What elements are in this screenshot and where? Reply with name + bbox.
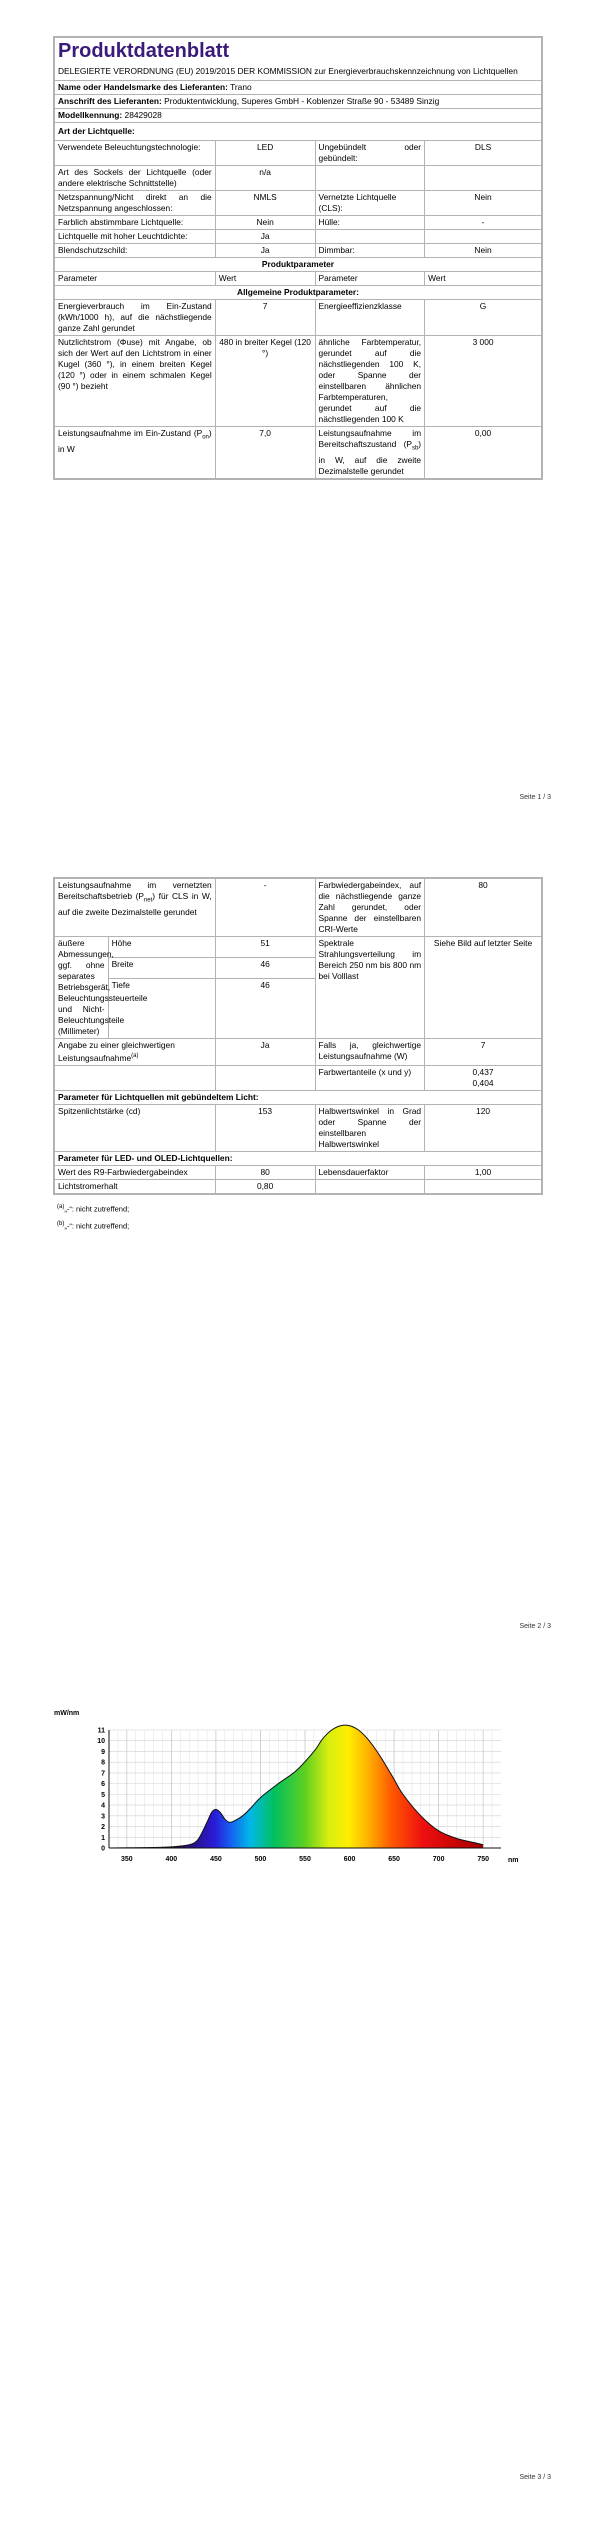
footnote-mark: (a): [57, 1204, 65, 1210]
y-tick-label: 2: [101, 1824, 105, 1832]
label-text: Leistungsaufnahme im Ein-Zustand (P: [58, 428, 203, 438]
row-label: Netzspannung/Nicht direkt an die Netzspannung angeschlossen:: [55, 191, 216, 216]
y-tick-label: 10: [97, 1738, 105, 1746]
row-value: n/a: [215, 166, 315, 191]
x-tick-label: 400: [165, 1856, 178, 1863]
row-label: Farbwiedergabeindex, auf die nächstliegende ganze Zahl gerundet, oder Spanne der einstellbaren CRI-Werte: [315, 879, 425, 937]
row-value: Ja: [215, 230, 315, 244]
footnote: [57, 1217, 129, 1234]
led-heading: Parameter für LED- und OLED-Lichtquellen:: [55, 1151, 542, 1165]
row-value: 80: [215, 1165, 315, 1179]
row-value: 7: [425, 1039, 542, 1066]
dimension-name: Tiefe: [108, 979, 215, 1039]
footnote-mark: (b): [57, 1220, 65, 1227]
table-row: [55, 230, 542, 244]
value-header: Wert: [425, 272, 542, 286]
value-header: Wert: [215, 272, 315, 286]
row-value: 0,00: [425, 427, 542, 479]
page-footer: Seite 1 / 3: [519, 794, 551, 801]
table-row: [55, 216, 542, 230]
row-value: [425, 1179, 542, 1193]
row-label: Spitzenlichtstärke (cd): [55, 1104, 216, 1151]
row-label: Farbwertanteile (x und y): [315, 1065, 425, 1090]
row-label: [315, 427, 425, 479]
spd-value: Siehe Bild auf letzter Seite: [425, 937, 542, 1039]
row-label: Halbwertswinkel in Grad oder Spanne der einstellbaren Halbwertswinkel: [315, 1104, 425, 1151]
x-axis-label: nm: [508, 1857, 519, 1864]
product-params-heading: Produktparameter: [55, 258, 542, 272]
row-label: Lichtstromerhalt: [55, 1179, 216, 1193]
empty-cell: [215, 1065, 315, 1090]
row-value: 7,0: [215, 427, 315, 479]
label-tail: ) in W: [58, 428, 212, 454]
table-row: [55, 1179, 542, 1193]
row-value: DLS: [425, 141, 542, 166]
row-value: 480 in breiter Kegel (120 °): [215, 336, 315, 427]
row-label: [55, 1039, 216, 1066]
directional-heading: Parameter für Lichtquellen mit gebündeltem Licht:: [55, 1090, 542, 1104]
page-3: [0, 1682, 595, 2523]
dimension-value: 46: [215, 979, 315, 1039]
label-sub: net: [143, 897, 153, 904]
row-label: Lebensdauerfaktor: [315, 1165, 425, 1179]
page-1: [0, 0, 595, 841]
row-value: Nein: [425, 191, 542, 216]
x-tick-label: 500: [254, 1856, 267, 1863]
param-header: Parameter: [55, 272, 216, 286]
param-header-row: [55, 272, 542, 286]
label-sub: sb: [411, 445, 419, 452]
y-tick-label: 7: [101, 1770, 105, 1778]
dimension-name: Höhe: [108, 937, 215, 958]
row-value: 153: [215, 1104, 315, 1151]
chroma-y: 0,404: [472, 1077, 494, 1088]
row-label: [315, 230, 425, 244]
row-label: [315, 166, 425, 191]
label-tail: ) für CLS in W, auf die zweite Dezimalstelle gerundet: [58, 891, 212, 917]
row-value: -: [425, 216, 542, 230]
table-row: [55, 244, 542, 258]
datasheet-table-page2: [53, 877, 543, 1195]
footnote: [57, 1200, 129, 1217]
label-sub: on: [202, 434, 209, 441]
label-text: Angabe zu einer gleichwertigen Leistungsaufnahme: [58, 1040, 175, 1063]
row-value: 7: [215, 300, 315, 336]
x-tick-label: 750: [477, 1856, 490, 1863]
row-label: Verwendete Beleuchtungstechnologie:: [55, 141, 216, 166]
row-label: Farblich abstimmbare Lichtquelle:: [55, 216, 216, 230]
table-row: [55, 166, 542, 191]
regulation-text: DELEGIERTE VERORDNUNG (EU) 2019/2015 DER KOMMISSION zur Energieverbrauchskennzeichnung von Lichtquellen: [58, 66, 518, 76]
y-tick-label: 9: [101, 1748, 105, 1756]
row-label: Energieeffizienzklasse: [315, 300, 425, 336]
label-text: Leistungsaufnahme im vernetzten Bereitschaftsbetrieb (P: [58, 880, 212, 901]
row-label: Art des Sockels der Lichtquelle (oder andere elektrische Schnittstelle): [55, 166, 216, 191]
row-value: NMLS: [215, 191, 315, 216]
x-tick-label: 650: [388, 1856, 400, 1863]
y-tick-label: 8: [101, 1759, 105, 1767]
y-tick-label: 3: [101, 1813, 105, 1821]
row-value: [425, 166, 542, 191]
label-text: Leistungsaufnahme im Bereitschaftszustand (P: [318, 428, 422, 449]
row-value: [425, 230, 542, 244]
supplier-address-label: Anschrift des Lieferanten:: [58, 96, 162, 106]
dimension-value: 51: [215, 937, 315, 958]
row-label: Vernetzte Lichtquelle (CLS):: [315, 191, 425, 216]
param-header: Parameter: [315, 272, 425, 286]
row-label: Ungebündelt oder gebündelt:: [315, 141, 425, 166]
row-label: Wert des R9-Farbwiedergabeindex: [55, 1165, 216, 1179]
x-tick-label: 700: [432, 1856, 445, 1863]
row-label: [55, 879, 216, 937]
row-value: Ja: [215, 244, 315, 258]
page-footer: Seite 2 / 3: [519, 1623, 551, 1630]
label-tail: ) in W, auf die zweite Dezimalstelle gerundet: [318, 439, 422, 476]
row-label: Energieverbrauch im Ein-Zustand (kWh/1000 h), auf die nächstliegende ganze Zahl gerundet: [55, 300, 216, 336]
y-tick-label: 4: [101, 1802, 105, 1810]
page-title: Produktdatenblatt: [58, 40, 230, 62]
light-source-type-heading: Art der Lichtquelle:: [55, 123, 542, 141]
dimensions-label: äußere Abmessungen, ggf. ohne separates Betriebsgerät, Beleuchtungssteuerteile und Nicht-Beleuchtungsteile (Millimeter): [55, 937, 109, 1039]
supplier-address: Produktentwicklung, Superes GmbH - Koblenzer Straße 90 - 53489 Sinzig: [164, 96, 440, 106]
table-row: [55, 336, 542, 427]
footnote-text: „-“: nicht zutreffend;: [64, 1204, 130, 1214]
x-tick-label: 550: [299, 1856, 311, 1863]
table-row: [55, 1104, 542, 1151]
supplier-name: Trano: [230, 82, 252, 92]
row-value: 1,00: [425, 1165, 542, 1179]
y-tick-label: 0: [101, 1845, 105, 1853]
empty-cell: [55, 1065, 216, 1090]
row-value: 80: [425, 879, 542, 937]
table-row: [55, 879, 542, 937]
x-axis-ticks: [121, 1856, 489, 1863]
row-value: Nein: [425, 244, 542, 258]
spd-label: Spektrale Strahlungsverteilung im Bereich 250 nm bis 800 nm bei Volllast: [315, 937, 425, 1039]
row-value: LED: [215, 141, 315, 166]
row-label: Falls ja, gleichwertige Leistungsaufnahme (W): [315, 1039, 425, 1066]
table-row: [55, 300, 542, 336]
row-label: Blendschutzschild:: [55, 244, 216, 258]
x-tick-label: 450: [210, 1856, 222, 1863]
table-row: [55, 191, 542, 216]
table-row: [55, 427, 542, 479]
y-axis-label: mW/nm: [54, 1710, 80, 1717]
footnote-text: „-“: nicht zutreffend;: [64, 1221, 130, 1230]
footnotes: [57, 1200, 129, 1233]
row-value: Nein: [215, 216, 315, 230]
row-value: 120: [425, 1104, 542, 1151]
table-row: [55, 1039, 542, 1066]
row-label: Lichtquelle mit hoher Leuchtdichte:: [55, 230, 216, 244]
table-row: [55, 1165, 542, 1179]
row-value: [425, 1065, 542, 1090]
y-tick-label: 11: [97, 1727, 105, 1735]
chroma-x: 0,437: [472, 1066, 494, 1077]
table-row: [55, 1065, 542, 1090]
page-2: [0, 841, 595, 1682]
row-label: Nutzlichtstrom (Φuse) mit Angabe, ob sich der Wert auf den Lichtstrom in einer Kugel (360 °), in einem breiten Kegel (120 °) oder in einem schmalen Kegel (90 °) bezieht: [55, 336, 216, 427]
general-params-heading: Allgemeine Produktparameter:: [55, 286, 542, 300]
row-label: ähnliche Farbtemperatur, gerundet auf die nächstliegenden 100 K, oder Spanne der einstellbaren ähnlichen Farbtemperaturen, gerundet auf die nächstliegenden 100 K: [315, 336, 425, 427]
x-tick-label: 600: [343, 1856, 356, 1863]
row-value: 3 000: [425, 336, 542, 427]
table-row: [55, 141, 542, 166]
row-label: Hülle:: [315, 216, 425, 230]
y-tick-label: 5: [101, 1791, 105, 1799]
footnote-ref: (a): [131, 1053, 139, 1059]
row-value: -: [215, 879, 315, 937]
row-value: 0,80: [215, 1179, 315, 1193]
model-label: Modellkennung:: [58, 110, 123, 120]
row-value: G: [425, 300, 542, 336]
x-tick-label: 350: [120, 1856, 133, 1863]
supplier-name-label: Name oder Handelsmarke des Lieferanten:: [58, 82, 228, 92]
row-label: Dimmbar:: [315, 244, 425, 258]
datasheet-table-page1: [53, 36, 543, 480]
y-tick-label: 6: [101, 1781, 105, 1789]
row-label: [315, 1179, 425, 1193]
dimension-name: Breite: [108, 958, 215, 979]
model-id: 28429028: [124, 110, 162, 120]
row-label: [55, 427, 216, 479]
y-tick-label: 1: [101, 1834, 105, 1842]
row-value: Ja: [215, 1039, 315, 1066]
page-footer: Seite 3 / 3: [519, 2474, 551, 2481]
spectral-distribution-chart: [54, 1710, 540, 1870]
y-axis-ticks: [97, 1728, 105, 1853]
dimension-value: 46: [215, 958, 315, 979]
dimension-row: [55, 937, 542, 958]
